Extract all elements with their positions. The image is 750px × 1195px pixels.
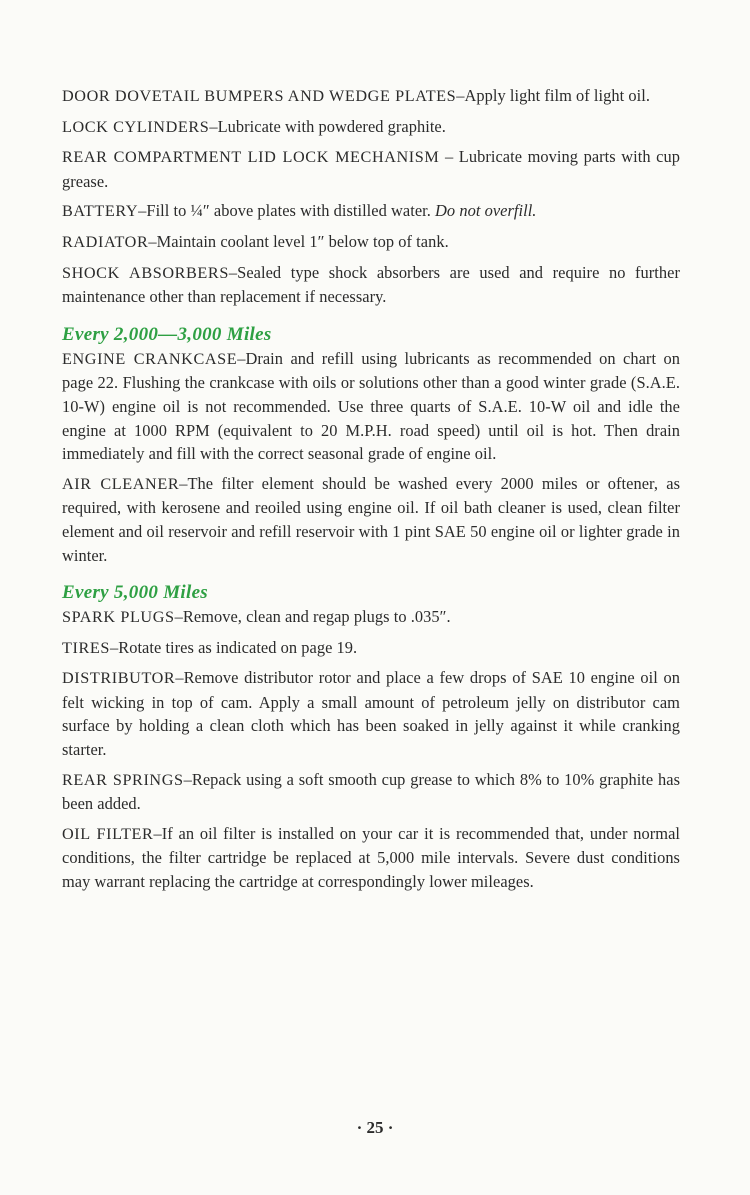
item-text: –Fill to ¼″ above plates with distilled water. (138, 201, 436, 221)
item-rear-compartment (62, 145, 680, 193)
item-heading: BATTERY (62, 202, 139, 221)
item-text: –Remove distributor rotor and place a few drops of SAE 10 engine oil on felt wicking in top of cam. Apply a small amount of petroleum jelly on distributor cam surface by holding a clean cloth which has been soaked in jelly against it while cranking starter. (62, 668, 680, 760)
item-air-cleaner (62, 472, 680, 567)
item-battery (62, 199, 680, 224)
section-heading-5000: Every 5,000 Miles (62, 582, 208, 604)
section-heading-2000-3000: Every 2,000—3,000 Miles (62, 323, 272, 345)
item-heading: OIL FILTER (62, 824, 154, 843)
item-heading: DISTRIBUTOR (62, 669, 176, 688)
item-text: –Sealed type shock absorbers are used and require no further maintenance other than replacement if necessary. (62, 262, 680, 307)
item-heading: DOOR DOVETAIL BUMPERS AND WEDGE PLATES (62, 87, 457, 105)
item-spark-plugs (62, 605, 680, 630)
item-heading: LOCK CYLINDERS (62, 117, 210, 136)
item-tires (62, 636, 680, 661)
item-engine-crankcase (62, 347, 680, 466)
item-door-dovetail (62, 84, 680, 109)
item-radiator (62, 230, 680, 255)
item-heading: RADIATOR (62, 232, 149, 251)
item-text: – Lubricate moving parts with cup grease. (62, 147, 680, 191)
item-heading: REAR COMPARTMENT LID LOCK MECHANISM (62, 148, 440, 167)
item-rear-springs (62, 768, 680, 816)
item-lock-cylinders (62, 115, 680, 140)
item-shock-absorbers (62, 261, 680, 309)
item-text: –The filter element should be washed every 2000 miles or oftener, as required, with kerosene and reoiled using engine oil. If oil bath cleaner is used, clean filter element and oil reservoir and refill reservoir with 1 pint SAE 50 engine oil or lighter grade in winter. (62, 473, 680, 565)
item-heading: AIR CLEANER (62, 474, 180, 493)
item-text: –Remove, clean and regap plugs to .035″. (174, 607, 451, 627)
page-number: · 25 · (356, 1118, 394, 1137)
page-body (62, 84, 680, 900)
item-text: –Apply light film of light oil. (456, 86, 650, 105)
item-text: –Lubricate with powdered graphite. (209, 116, 446, 136)
item-heading: ENGINE CRANKCASE (62, 349, 238, 368)
item-text: –Maintain coolant level 1″ below top of tank. (148, 231, 449, 251)
item-text: –Rotate tires as indicated on page 19. (109, 637, 358, 657)
item-emphasis: Do not overfill. (435, 201, 537, 221)
item-heading: REAR SPRINGS (62, 770, 184, 789)
item-text: –Drain and refill using lubricants as recommended on chart on page 22. Flushing the crankcase with oils or solutions other than a good winter grade (S.A.E. 10-W) engine oil is not recommended. Use three quarts of S.A.E. 10-W oil and idle the engine at 1000 RPM (equivalent to 20 M.P.H. road speed) until oil is hot. Then drain immediately and fill with the correct seasonal grade of engine oil. (62, 348, 680, 464)
item-heading: TIRES (62, 638, 110, 657)
item-distributor (62, 666, 680, 761)
item-oil-filter (62, 822, 680, 894)
item-text: –If an oil filter is installed on your car it is recommended that, under normal conditions, the filter cartridge be replaced at 5,000 mile intervals. Severe dust conditions may warrant replacing the cartridge at correspondingly lower mileages. (62, 823, 680, 892)
item-text: –Repack using a soft smooth cup grease to which 8% to 10% graphite has been added. (62, 769, 681, 814)
item-heading: SPARK PLUGS (62, 608, 175, 627)
item-heading: SHOCK ABSORBERS (62, 263, 229, 282)
